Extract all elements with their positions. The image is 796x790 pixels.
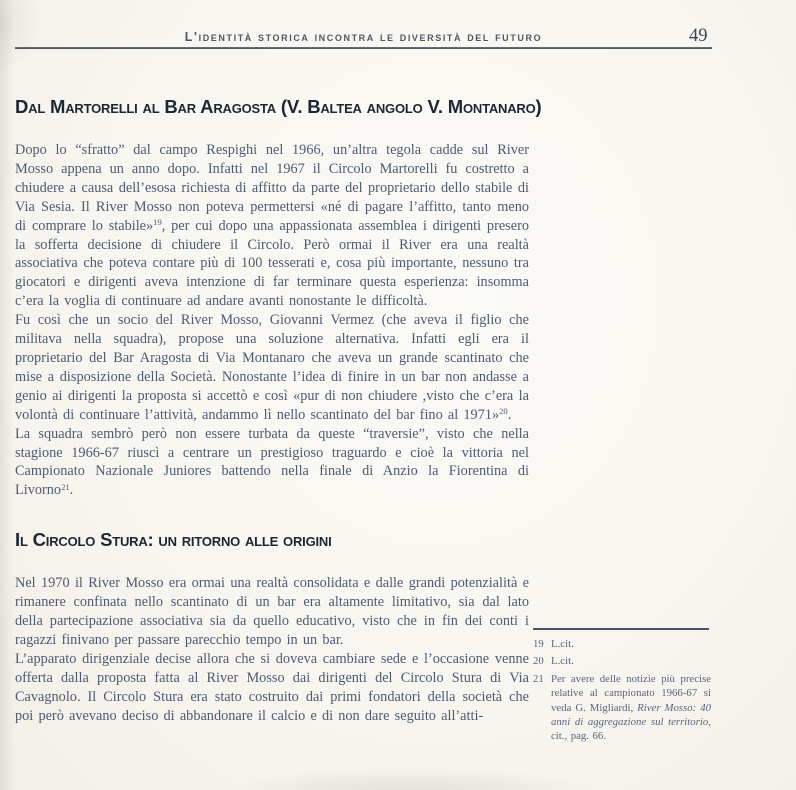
body-paragraph [15, 425, 529, 501]
text-run: Dopo lo “sfratto” dal campo Respighi nel 1966, un’altra tegola cadde sul River Mosso appena un anno dopo. Infatti nel 1967 il Circolo Martorelli fu costretto a chiudere a causa dell’esosa richiesta di affitto da parte del proprietario dello stabile di Via Sesia. Il River Mosso non poteva permettersi «né di pagare l’affitto, tanto meno di comprare lo stabile» [15, 142, 529, 234]
header-rule [15, 47, 712, 49]
text-run: L.cit. [551, 637, 574, 650]
text-run: Nel 1970 il River Mosso era ormai una realtà consolidata e dalle grandi potenzialità e rimanere confinata nello scantinato di un bar era altamente limitativo, sia dal lato della partecipazione associativa sia da quello educativo, visto che in fin dei conti i ragazzi finivano per passare parecchio tempo in un bar. [15, 575, 529, 648]
footnote-ref: 20 [499, 406, 508, 417]
section-heading: Dal Martorelli al Bar Aragosta (V. Baltea angolo V. Montanaro) [15, 96, 542, 117]
sections-container [15, 96, 542, 725]
section-heading: Il Circolo Stura: un ritorno alle origini [15, 529, 332, 551]
section-paragraphs [15, 141, 529, 500]
text-run: , cit., pag. 66. [551, 715, 711, 743]
text-run: L’apparato dirigenziale decise allora che si doveva cambiare sede e l’occasione venne offerta dalla proposta fatta al River Mosso dai dirigenti del Circolo Stura di Via Cavagnolo. Il Circolo Stura era stato costruito dai primi fondatori della società che poi però avevano deciso di abbandonare il calcio e di non dare seguito all’atti- [15, 650, 529, 724]
text-run: La squadra sembrò però non essere turbata da queste “traversie”, visto che nella stagione 1966-67 riuscì a centrare un prestigioso traguardo e cioè la vittoria nel Campionato Nazionale Juniores battendo nella finale di Anzio la Fiorentina di Livorno [15, 425, 529, 499]
scan-bottom-shadow [220, 768, 600, 790]
footnote-ref: 19 [153, 217, 162, 228]
main-text-column [15, 96, 542, 725]
body-paragraph [15, 311, 529, 424]
scan-left-edge-shading [0, 0, 14, 790]
footnote-number: 20 [533, 655, 544, 668]
footnotes-container [533, 637, 711, 744]
body-paragraph [15, 141, 529, 311]
text-run: L.cit. [551, 655, 574, 668]
footnote-item [533, 654, 711, 668]
text-section [15, 529, 529, 725]
footnotes-sidebar [533, 628, 711, 747]
footnote-text [551, 672, 711, 743]
italic-citation: River Mosso: 40 anni di aggregazione sul territorio [551, 701, 712, 728]
text-run: , per cui dopo una appassionata assemblea i dirigenti presero la sofferta decisione di chiudere il Circolo. Però ormai il River era una realtà associativa che poteva contare più di 100 tesserati e, cosa più importante, nessuno tra giocatori e dirigenti aveva intenzione di far terminare questa esperienza: insomma c’era la voglia di continuare ad andare avanti nonostante le difficoltà. [15, 217, 529, 310]
text-run: Fu così che un socio del River Mosso, Giovanni Vermez (che aveva il figlio che militava nella squadra), propose una soluzione alternativa. Infatti egli era il proprietario del Bar Aragosta di Via Montanaro che aveva un grande scantinato che mise a disposizione della Società. Nonostante l’idea di finire in un bar non andasse a genio ai dirigenti la proposta si accettò e così «pur di non chiudere ,visto che c’era la volontà di continuare l’attività, andammo lì nello scantinato del bar fino al 1971» [15, 312, 529, 423]
body-paragraph [15, 574, 529, 650]
text-run: Per avere delle notizie più precise relative al campionato 1966-67 si veda G. Migliardi, [551, 673, 711, 714]
running-header-title: L'identità storica incontra le diversità del futuro [184, 30, 543, 44]
footnote-number: 19 [533, 637, 544, 650]
footnote-item [533, 672, 711, 743]
page-number: 49 [689, 26, 708, 46]
text-section [15, 96, 542, 500]
footnote-number: 21 [533, 673, 544, 686]
footnote-item [533, 637, 711, 651]
footnote-rule [533, 628, 709, 630]
text-run: . [507, 406, 512, 423]
text-run: . [69, 482, 74, 499]
footnote-ref: 21 [61, 482, 70, 493]
body-paragraph [15, 650, 529, 726]
footnote-text [551, 654, 711, 668]
section-paragraphs [15, 574, 529, 725]
footnote-text [551, 637, 711, 651]
